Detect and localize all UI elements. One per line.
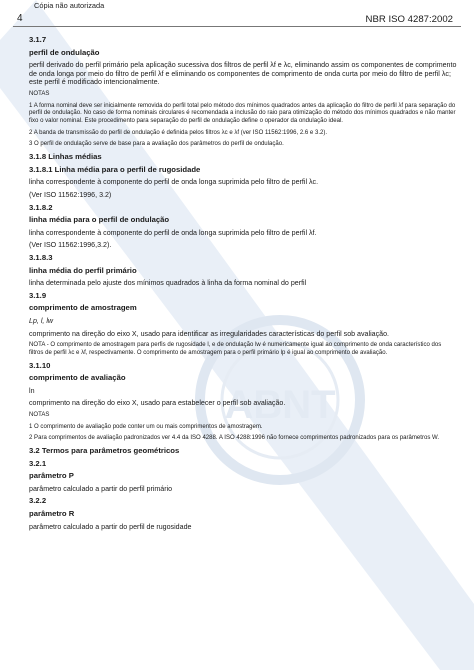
symbol-line: Lp, l, lw [29,316,54,325]
section-heading: linha média do perfil primário [29,265,137,275]
body-paragraph: linha correspondente à componente do perfil de onda longa suprimida pelo filtro de perfil λf. [29,228,317,237]
section-heading: 3.1.9 [29,290,47,300]
note-paragraph: NOTAS [29,90,50,97]
section-heading: parâmetro P [29,471,74,481]
copy-notice: Cópia não autorizada [34,1,105,10]
body-paragraph: parâmetro calculado a partir do perfil de rugosidade [29,522,192,531]
section-heading: perfil de ondulação [29,47,100,57]
body-paragraph: linha correspondente à componente do perfil de onda longa suprimida pelo filtro de perfil λc. [29,178,319,187]
section-heading: 3.2.2 [29,496,47,506]
section-heading: 3.1.8.2 [29,202,53,212]
section-heading: 3.1.8 Linhas médias [29,152,102,162]
section-heading: parâmetro R [29,508,75,518]
note-paragraph: 2 A banda de transmissão do perfil de ondulação é definida pelos filtros λc e λf (ver ISO 11562:1996, 2.6 e 3.2). [29,129,328,136]
body-paragraph: (Ver ISO 11562:1996, 3.2) [29,190,112,199]
body-paragraph: (Ver ISO 11562:1996,3.2). [29,241,112,250]
section-heading: 3.1.8.3 [29,252,53,262]
body-paragraph: comprimento na direção do eixo X, usado para estabelecer o perfil sob avaliação. [29,399,286,408]
section-heading: linha média para o perfil de ondulação [29,215,170,225]
page-number: 4 [17,13,23,24]
section-heading: comprimento de amostragem [29,303,137,313]
body-paragraph: parâmetro calculado a partir do perfil primário [29,484,173,493]
header-rule [13,26,461,27]
section-heading: 3.2.1 [29,458,47,468]
note-paragraph: 3 O perfil de ondulação serve de base para a avaliação dos parâmetros do perfil de ondulação. [29,141,284,148]
section-heading: 3.1.8.1 Linha média para o perfil de rugosidade [29,164,201,174]
body-paragraph: comprimento na direção do eixo X, usado para identificar as irregularidades características do perfil sob avaliação. [29,329,390,338]
body-paragraph: linha determinada pelo ajuste dos mínimos quadrados à linha da forma nominal do perfil [29,279,307,288]
body-paragraph: perfil derivado do perfil primário pela aplicação sucessiva dos filtros de perfil λf e λc, eliminando assim os componentes de comprimento de onda longa por meio do filtro de perfil λf e eliminando os componentes de comprimento de onda curta por meio do filtro de perfil λc; este perfil é modificado intencionalmente. [29,61,457,87]
watermark-seal-text: ABNT [224,383,336,427]
document-body [29,36,457,535]
standard-code: NBR ISO 4287:2002 [365,14,453,25]
note-paragraph: 2 Para comprimentos de avaliação padronizados ver 4.4 da ISO 4288. A ISO 4288:1996 não fornece comprimentos padronizados para os parâmetros W. [29,435,440,442]
note-paragraph: NOTA - O comprimento de amostragem para perfis de rugosidade l, e de ondulação lw é numericamente igual ao comprimento de onda característico dos filtros de perfil λc e λf, respectivamente. O comprimento de amostragem para o perfil primário lp é igual ao comprimento de avaliação. [29,342,442,356]
section-heading: 3.1.10 [29,360,51,370]
note-paragraph: 1 A forma nominal deve ser inicialmente removida do perfil total pelo método dos mínimos quadrados antes da aplicação do filtro de perfil λf para separação do perfil de ondulação. No caso de forma nominais circulares é recomendada a inclusão do raio para otimização do método dos mínimos quadrados e não manter fixo o valor nominal. Este procedimento para separação do perfil de ondulação define o operador da ondulação ideal. [29,102,456,125]
section-heading: 3.1.7 [29,35,47,44]
note-paragraph: NOTAS [29,411,50,418]
section-heading: 3.2 Termos para parâmetros geométricos [29,445,180,455]
body-paragraph: ln [29,386,35,395]
section-heading: comprimento de avaliação [29,373,126,383]
note-paragraph: 1 O comprimento de avaliação pode conter um ou mais comprimentos de amostragem. [29,423,263,430]
